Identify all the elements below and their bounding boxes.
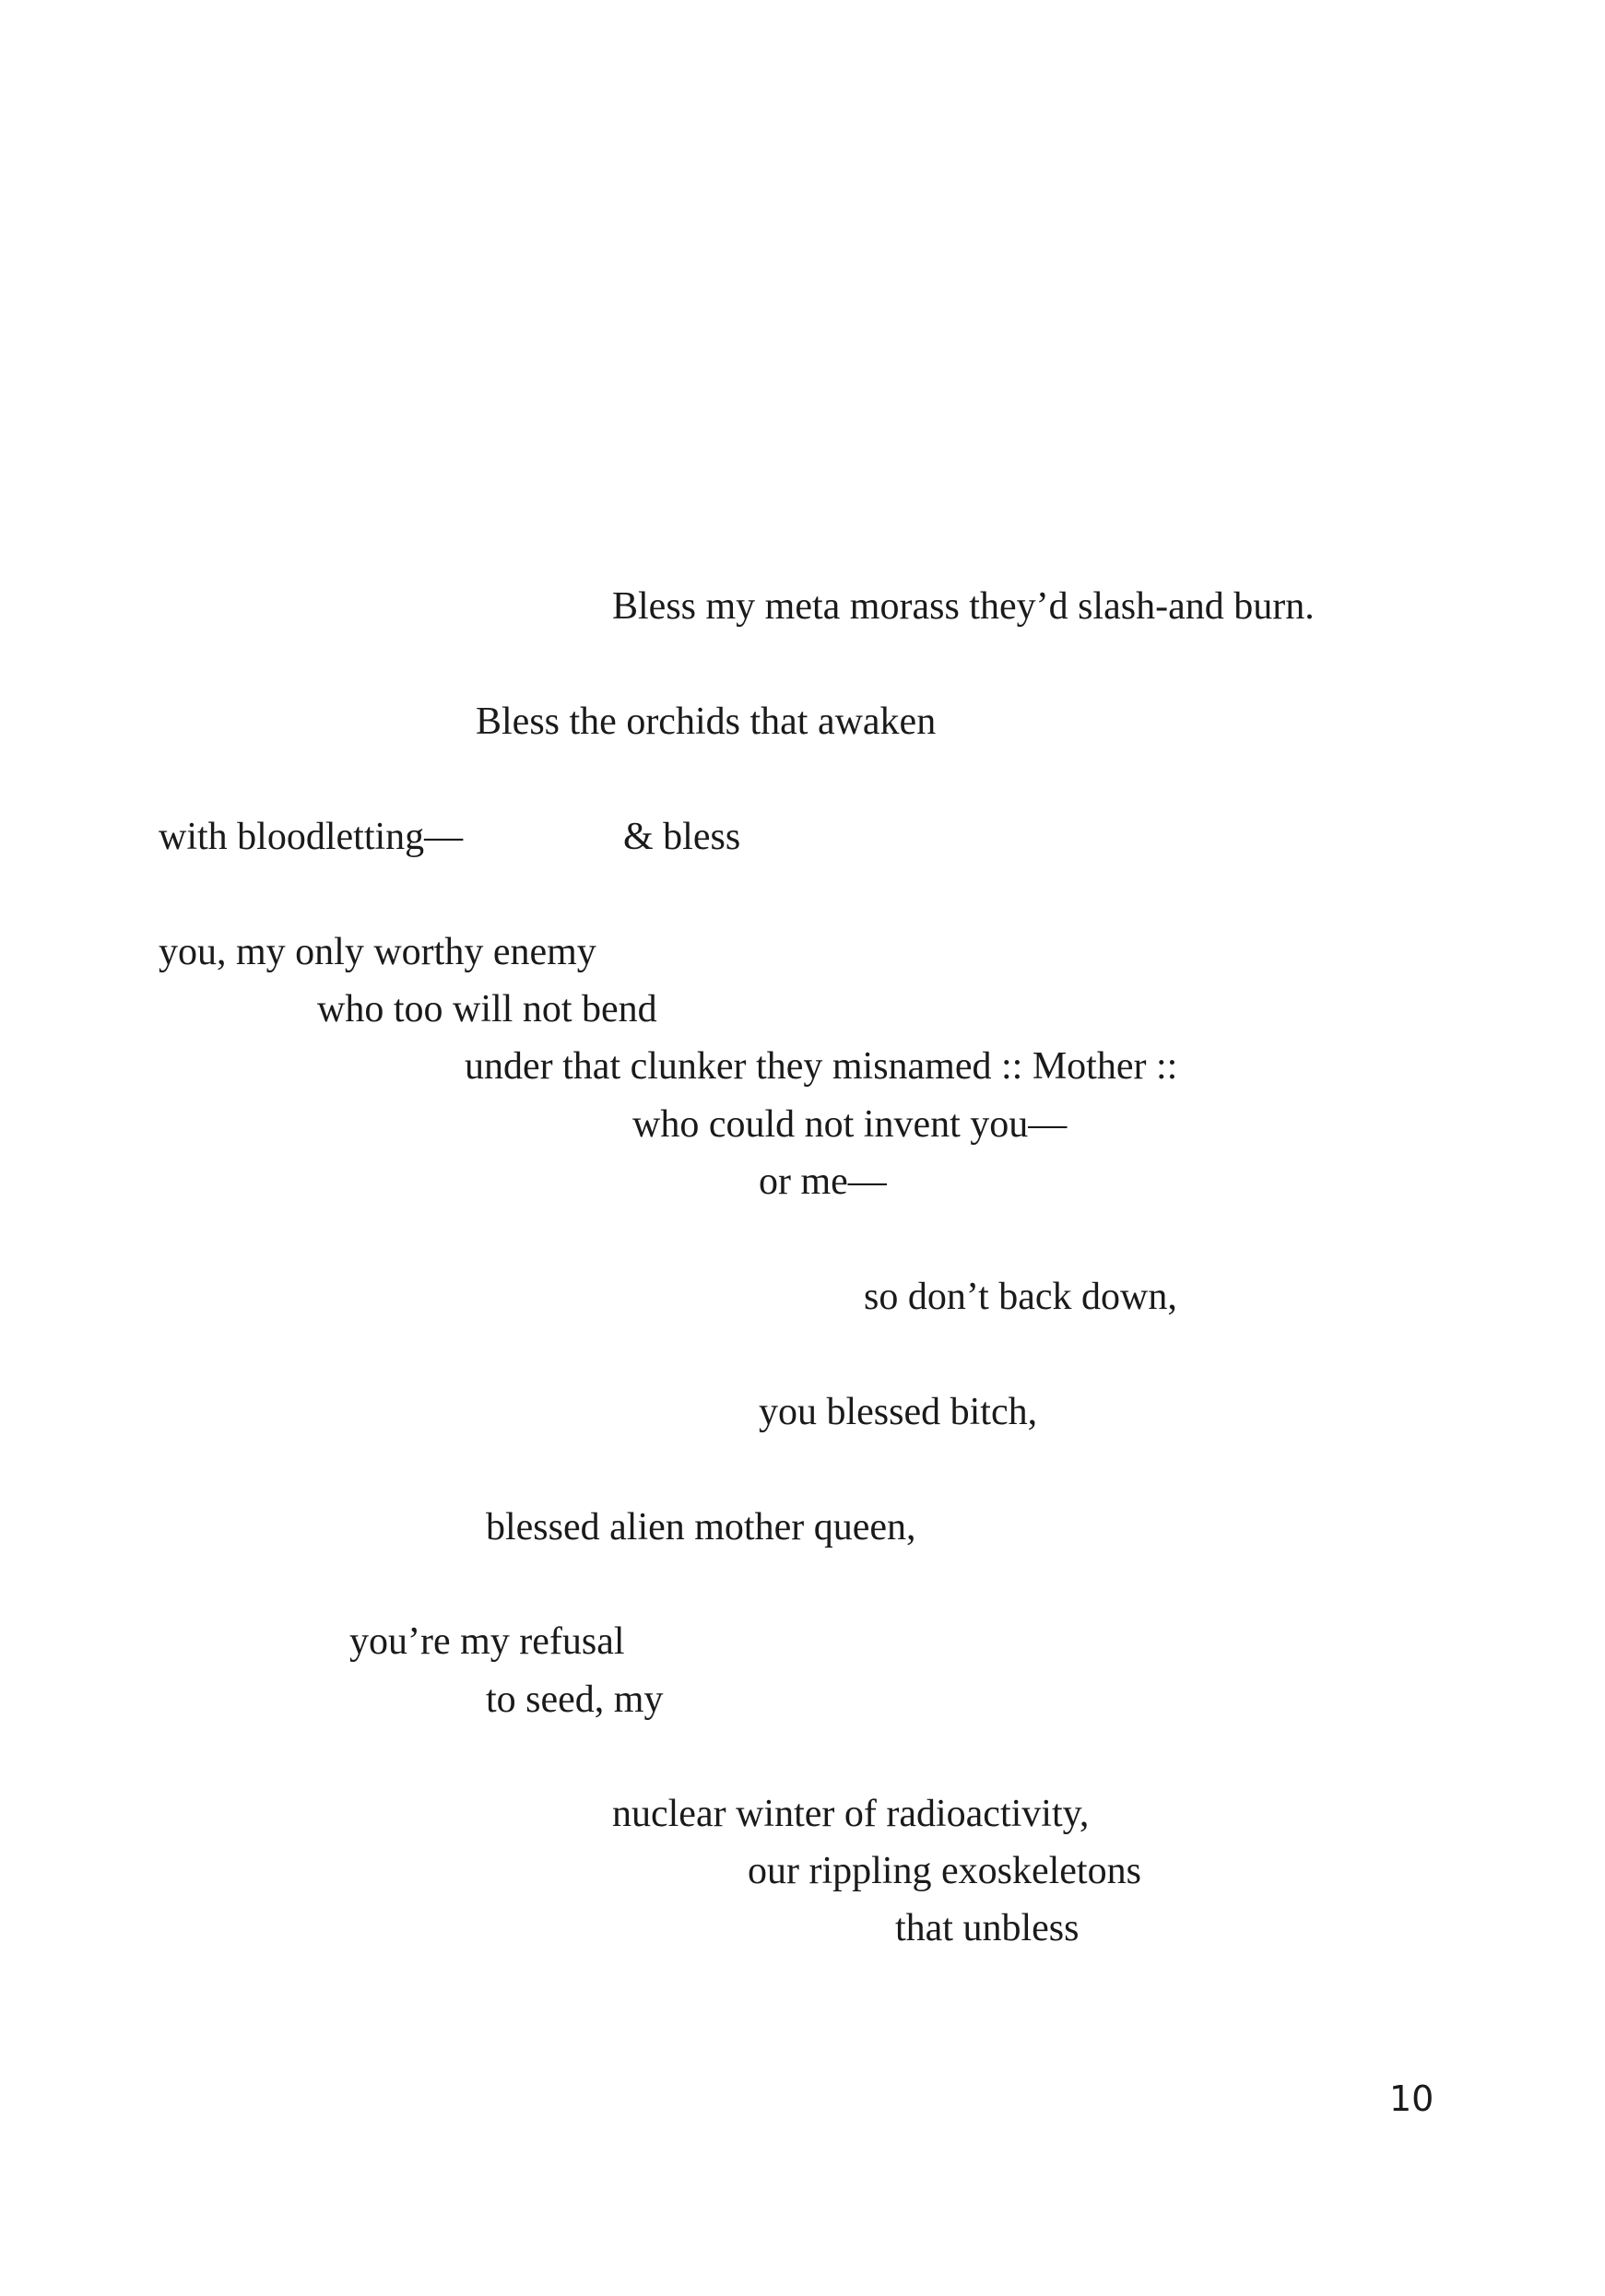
poem-line: with bloodletting— bbox=[159, 816, 464, 858]
poem-line: Bless the orchids that awaken bbox=[476, 701, 937, 743]
poem-line: who too will not bend bbox=[317, 988, 657, 1030]
poem-line: to seed, my bbox=[486, 1678, 664, 1721]
poem-line: under that clunker they misnamed :: Mother :: bbox=[465, 1045, 1178, 1088]
poem-line: so don’t back down, bbox=[864, 1276, 1177, 1318]
page-number: 10 bbox=[1389, 2078, 1434, 2119]
poem-line: you, my only worthy enemy bbox=[159, 931, 596, 973]
poem-line: who could not invent you— bbox=[632, 1103, 1068, 1146]
poem-line: blessed alien mother queen, bbox=[486, 1506, 916, 1548]
poem-line: you’re my refusal bbox=[349, 1620, 625, 1663]
poem-line: you blessed bitch, bbox=[759, 1391, 1038, 1433]
poem-line: nuclear winter of radioactivity, bbox=[612, 1793, 1090, 1835]
poem-line: Bless my meta morass they’d slash-and burn. bbox=[612, 585, 1315, 628]
poem-line: our rippling exoskeletons bbox=[748, 1850, 1141, 1892]
poem-line: & bless bbox=[623, 816, 741, 858]
poem-line: or me— bbox=[759, 1160, 887, 1203]
poem-line: that unbless bbox=[895, 1907, 1080, 1949]
